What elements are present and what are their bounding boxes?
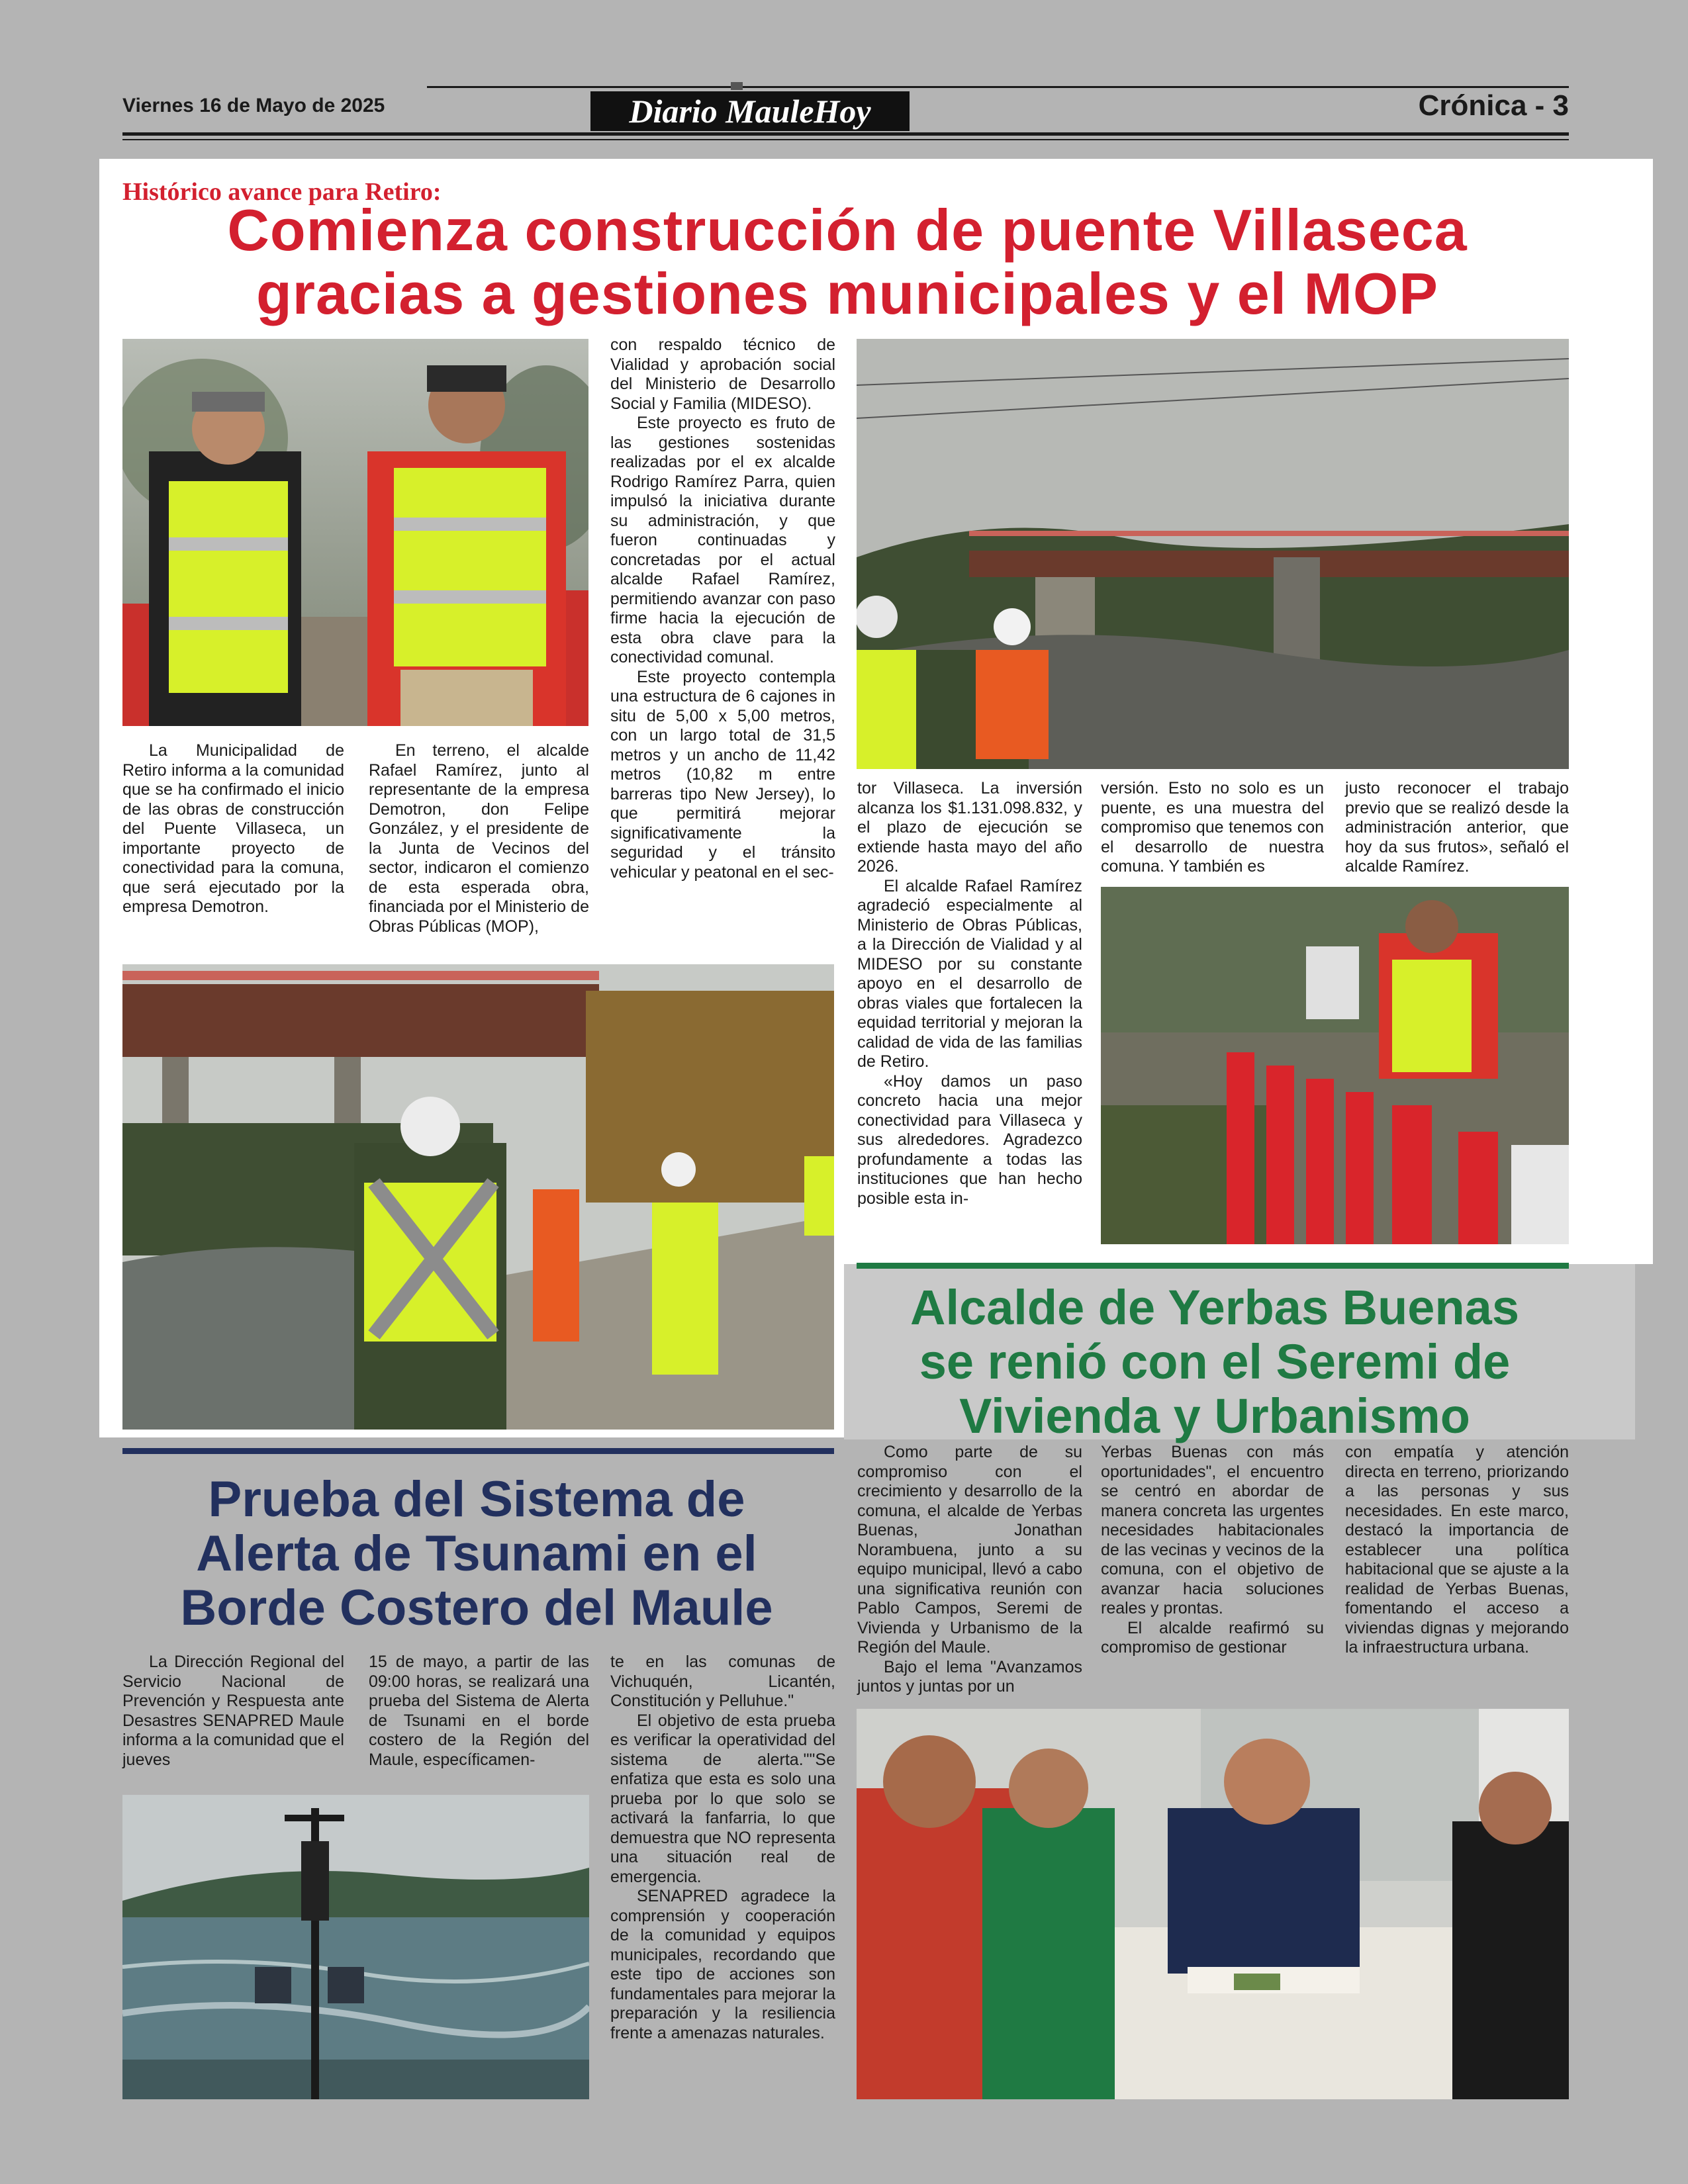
article3-col3-paragraph-2: SENAPRED agradece la comprensión y cooperación de la comunidad y equipos municipales, recordando que este tipo de acciones son fundamentales para mejorar la preparación y la resiliencia frente a amenazas naturales.: [610, 1887, 835, 2042]
article2-column-1: [857, 1443, 1082, 1697]
article1-headline-line2: gracias a gestiones municipales y el MOP: [256, 261, 1439, 326]
article3-column-1: [122, 1653, 344, 1770]
railing-inspection-image: [1101, 887, 1569, 1244]
photo-bridge-river: [857, 339, 1569, 769]
masthead-marker: [731, 82, 743, 90]
article1-column-5: [1101, 779, 1324, 877]
article2-headline: [854, 1281, 1575, 1443]
article1-headline-line1: Comienza construcción de puente Villaseca: [227, 197, 1468, 263]
article1-col4-paragraph-2: «Hoy damos un paso concreto hacia una mejor conectividad para Villaseca y sus alrededores. Agradezco profundamente a todas las instituciones que han hecho posible esta in-: [857, 1071, 1082, 1208]
article1-column-4: [857, 779, 1082, 1208]
article1-column-6: [1345, 779, 1569, 877]
article3-col1-paragraph: La Dirección Regional del Servicio Nacional de Prevención y Respuesta ante Desastres SENAPRED Maule informa a la comunidad que el jueves: [122, 1653, 344, 1769]
article3-column-3: [610, 1653, 835, 2043]
article1-col3-continuation: con respaldo técnico de Vialidad y aprobación social del Ministerio de Desarrollo Social y Familia (MIDESO).: [610, 336, 835, 413]
photo-meeting: [857, 1709, 1569, 2099]
photo-railing-inspection: [1101, 887, 1569, 1244]
article1-col3-paragraph-1: Este proyecto es fruto de las gestiones sostenidas realizadas por el ex alcalde Rodrigo Ramírez Parra, quien impulsó la iniciativa durante su administración, y que fueron continuadas y concretadas por el actual alcalde Rafael Ramírez, permitiendo avanzar con paso firme hacia la ejecución de esta obra clave para la conectividad comunal.: [610, 414, 835, 666]
article2-column-3: [1345, 1443, 1569, 1658]
article3-col3-paragraph-1: El objetivo de esta prueba es verificar la operatividad del sistema de alerta.""Se enfatiza que esta es solo una prueba por lo que solo se activará la fanfarria, lo que demuestra que NO representa una situación real de emergencia.: [610, 1711, 835, 1886]
masthead-bottom-rule-thin: [122, 139, 1569, 140]
article1-column-2: [369, 741, 589, 936]
article3-top-rule: [122, 1448, 834, 1454]
article3-headline-line1: Prueba del Sistema de: [208, 1471, 745, 1527]
article2-column-2: [1101, 1443, 1324, 1658]
article2-col2-continuation: Yerbas Buenas con más oportunidades", el encuentro se centró en abordar de manera concreta las urgentes necesidades habitacionales de las vecinas y vecinos de la comuna, con el objetivo de avanzar hacia soluciones reales y prontas.: [1101, 1443, 1324, 1617]
article3-headline-line2: Alerta de Tsunami en el: [196, 1525, 757, 1582]
article2-headline-line3: Vivienda y Urbanismo: [959, 1388, 1470, 1443]
masthead-date: Viernes 16 de Mayo de 2025: [122, 95, 385, 116]
article1-col3-paragraph-2: Este proyecto contempla una estructura de 6 cajones in situ de 5,00 x 5,00 metros, con un largo total de 31,5 metros y un ancho de 11,42 metros (10,82 m entre barreras tipo New Jersey), lo que permitirá mejorar significativamente la seguridad y el tránsito vehicular y peatonal en el sec-: [610, 667, 835, 882]
article1-col1-paragraph: La Municipalidad de Retiro informa a la comunidad que se ha confirmado el inicio de las obras de construcción del Puente Villaseca, un importante proyecto de conectividad para la comuna, que será ejecutado por la empresa Demotron.: [122, 741, 344, 916]
article2-headline-line2: se renió con el Seremi de: [919, 1334, 1511, 1389]
article1-headline: [113, 199, 1582, 326]
article1-col6-continuation: justo reconocer el trabajo previo que se realizó desde la administración anterior, que hoy da sus frutos», señaló el alcalde Ramírez.: [1345, 779, 1569, 876]
article1-column-1: [122, 741, 344, 917]
article3-headline-line3: Borde Costero del Maule: [180, 1580, 773, 1636]
article1-col4-paragraph-1: El alcalde Rafael Ramírez agradeció especialmente al Ministerio de Obras Públicas, a la Dirección de Vialidad y al MIDESO por su constante apoyo en el desarrollo de obras viales que fortalecen la equidad territorial y mejoran la calidad de vida de las familias de Retiro.: [857, 876, 1082, 1071]
article2-headline-line1: Alcalde de Yerbas Buenas: [910, 1280, 1519, 1335]
article2-top-rule: [857, 1263, 1569, 1269]
meeting-image: [857, 1709, 1569, 2099]
article1-column-3: [610, 336, 835, 882]
article3-column-2: [369, 1653, 589, 1770]
masthead-top-rule: [427, 86, 1569, 88]
bridge-river-image: [857, 339, 1569, 769]
photo-officials-vests: [122, 339, 588, 726]
article2-col2-paragraph: El alcalde reafirmó su compromiso de gestionar: [1101, 1618, 1324, 1657]
article1-kicker: Histórico avance para Retiro:: [122, 178, 442, 206]
article3-col2-continuation: 15 de mayo, a partir de las 09:00 horas, se realizará una prueba del Sistema de Alerta de Tsunami en el borde costero de la Región del Maule, específicamen-: [369, 1653, 589, 1769]
article3-headline: [119, 1473, 834, 1635]
article2-col1-paragraph-2: Bajo el lema "Avanzamos juntos y juntas por un: [857, 1657, 1082, 1696]
section-label: Crónica - 3: [1418, 89, 1569, 122]
officials-vests-image: [122, 339, 588, 726]
photo-tsunami-siren: [122, 1795, 589, 2099]
newspaper-logo: Diario MauleHoy: [590, 91, 910, 131]
article1-col2-paragraph: En terreno, el alcalde Rafael Ramírez, junto al representante de la empresa Demotron, don Felipe González, y el presidente de la Junta de Vecinos del sector, indicaron el comienzo de esta esperada obra, financiada por el Ministerio de Obras Públicas (MOP),: [369, 741, 589, 936]
article3-col3-continuation: te en las comunas de Vichuquén, Licantén, Constitución y Pelluhue.": [610, 1653, 835, 1710]
article1-col5-continuation: versión. Esto no solo es un puente, es una muestra del compromiso que tenemos con el desarrollo de nuestra comuna. Y también es: [1101, 779, 1324, 876]
workers-bridge-image: [122, 964, 834, 1430]
masthead-bottom-rule-thick: [122, 132, 1569, 136]
article1-col4-continuation: tor Villaseca. La inversión alcanza los $1.131.098.832, y el plazo de ejecución se extiende hasta mayo del año 2026.: [857, 779, 1082, 876]
tsunami-siren-image: [122, 1795, 589, 2099]
article2-col3-continuation: con empatía y atención directa en terreno, priorizando a las personas y sus necesidades. En este marco, destacó la importancia de establecer una política habitacional que se ajuste a la realidad de Yerbas Buenas, fomentando el acceso a viviendas dignas y mejorando la infraestructura urbana.: [1345, 1443, 1569, 1657]
article2-col1-paragraph-1: Como parte de su compromiso con el crecimiento y desarrollo de la comuna, el alcalde de Yerbas Buenas, Jonathan Norambuena, junto a su equipo municipal, llevó a cabo una significativa reunión con Pablo Campos, Seremi de Vivienda y Urbanismo de la Región del Maule.: [857, 1443, 1082, 1657]
photo-workers-bridge: [122, 964, 834, 1430]
